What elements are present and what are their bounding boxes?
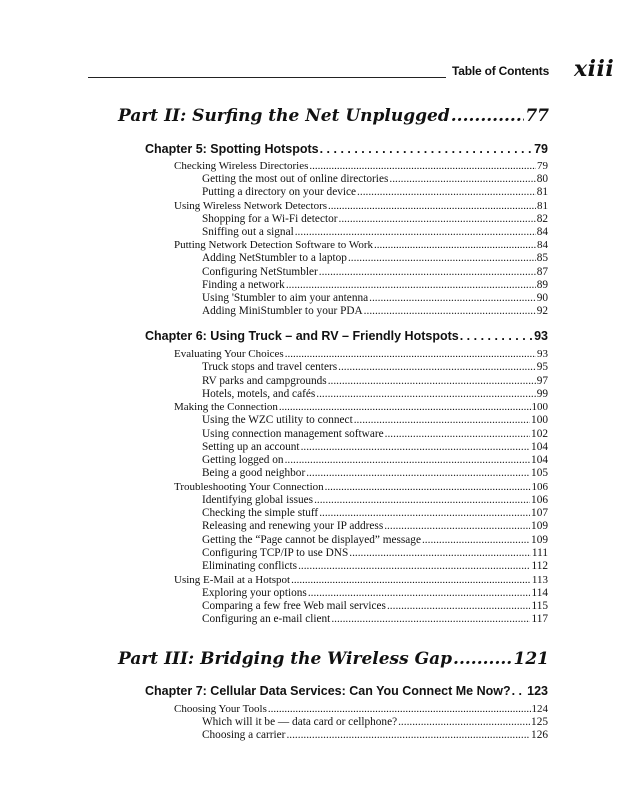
leader-dots (422, 534, 530, 546)
entry-title: Putting Network Detection Software to Work (174, 239, 374, 251)
entry-title: Comparing a few free Web mail services (202, 600, 386, 612)
toc-subentry (202, 292, 548, 304)
toc-subentry (202, 547, 548, 559)
leader-dots (369, 292, 536, 304)
leader-dots (328, 200, 536, 212)
entry-title: Getting the most out of online directories (202, 173, 389, 185)
entry-page: 111 (531, 547, 548, 559)
entry-page: 124 (531, 703, 548, 715)
entry-title: Choosing a carrier (202, 729, 286, 741)
part-title: Part III: Bridging the Wireless Gap (118, 649, 453, 669)
toc-subentry (202, 361, 548, 373)
entry-title: Configuring NetStumbler (202, 266, 318, 278)
entry-page: 104 (531, 441, 548, 453)
entry-title: Exploring your options (202, 587, 307, 599)
leader-dots (349, 547, 531, 559)
leader-dots (306, 467, 530, 479)
entry-page: 114 (531, 587, 548, 599)
entry-page: 105 (531, 467, 548, 479)
leader-dots (387, 600, 531, 612)
leader-dots (512, 684, 527, 698)
leader-dots (319, 507, 530, 519)
entry-title: Putting a directory on your device (202, 186, 357, 198)
entry-title: Using E-Mail at a Hotspot (174, 574, 291, 586)
toc-subentry (202, 520, 548, 532)
entry-title: Releasing and renewing your IP address (202, 520, 384, 532)
toc-subentry (202, 173, 548, 185)
toc-entry (174, 160, 548, 172)
leader-dots (285, 348, 536, 360)
entry-title: Adding NetStumbler to a laptop (202, 252, 347, 264)
part-page: 77 (525, 106, 549, 126)
leader-dots (301, 441, 530, 453)
header-rule (88, 77, 446, 78)
leader-dots (451, 106, 525, 126)
toc-subentry (202, 414, 548, 426)
leader-dots (398, 716, 530, 728)
toc-entry (174, 574, 548, 586)
leader-dots (385, 428, 530, 440)
entry-title: Setting up an account (202, 441, 300, 453)
entry-title: Checking the simple stuff (202, 507, 319, 519)
toc-subentry (202, 266, 548, 278)
toc-subentry (202, 441, 548, 453)
part-heading (118, 106, 549, 126)
entry-page: 115 (531, 600, 548, 612)
toc-subentry (202, 494, 548, 506)
entry-title: Using 'Stumbler to aim your antenna (202, 292, 369, 304)
entry-title: Evaluating Your Choices (174, 348, 284, 360)
chapter-title: Chapter 5: Spotting Hotspots (145, 142, 319, 156)
chapter-page: 93 (534, 329, 548, 343)
leader-dots (328, 375, 536, 387)
leader-dots (325, 481, 531, 493)
toc-subentry (202, 428, 548, 440)
entry-title: Checking Wireless Directories (174, 160, 309, 172)
entry-title: Configuring TCP/IP to use DNS (202, 547, 349, 559)
entry-title: Getting logged on (202, 454, 284, 466)
entry-title: Using Wireless Network Detectors (174, 200, 328, 212)
toc-subentry (202, 507, 548, 519)
entry-title: Configuring an e-mail client (202, 613, 331, 625)
entry-title: Making the Connection (174, 401, 278, 413)
toc-entry (174, 239, 548, 251)
entry-title: Using connection management software (202, 428, 384, 440)
toc-subentry (202, 252, 548, 264)
leader-dots (339, 213, 536, 225)
running-header-title: Table of Contents (452, 64, 550, 78)
entry-page: 95 (536, 361, 548, 373)
toc-entry (174, 200, 548, 212)
leader-dots (285, 454, 530, 466)
leader-dots (291, 574, 531, 586)
entry-page: 80 (536, 173, 548, 185)
page-number: xiii (574, 56, 615, 82)
leader-dots (295, 226, 536, 238)
leader-dots (364, 305, 536, 317)
entry-page: 109 (531, 534, 548, 546)
entry-page: 84 (537, 239, 548, 251)
toc-subentry (202, 613, 548, 625)
entry-page: 87 (536, 266, 548, 278)
entry-page: 102 (531, 428, 548, 440)
entry-page: 106 (531, 494, 548, 506)
toc-subentry (202, 729, 548, 741)
entry-page: 117 (531, 613, 548, 625)
entry-title: Using the WZC utility to connect (202, 414, 353, 426)
leader-dots (348, 252, 536, 264)
entry-page: 113 (531, 574, 548, 586)
entry-title: Being a good neighbor (202, 467, 306, 479)
entry-title: Choosing Your Tools (174, 703, 267, 715)
toc-subentry (202, 305, 548, 317)
part-title: Part II: Surfing the Net Unplugged (118, 106, 450, 126)
entry-title: Adding MiniStumbler to your PDA (202, 305, 363, 317)
entry-title: Eliminating conflicts (202, 560, 298, 572)
entry-page: 81 (537, 200, 548, 212)
entry-page: 125 (531, 716, 548, 728)
entry-title: Hotels, motels, and cafés (202, 388, 316, 400)
entry-title: Shopping for a Wi-Fi detector (202, 213, 338, 225)
entry-page: 84 (536, 226, 548, 238)
entry-page: 90 (536, 292, 548, 304)
entry-title: Sniffing out a signal (202, 226, 294, 238)
toc-entry (174, 401, 548, 413)
toc-subentry (202, 534, 548, 546)
chapter-page: 123 (527, 684, 548, 698)
part-heading (118, 649, 549, 669)
leader-dots (314, 494, 530, 506)
leader-dots (286, 279, 536, 291)
entry-title: Finding a network (202, 279, 285, 291)
entry-page: 100 (531, 401, 548, 413)
toc-subentry (202, 716, 548, 728)
leader-dots (308, 587, 531, 599)
entry-page: 92 (536, 305, 548, 317)
entry-page: 79 (537, 160, 548, 172)
toc-subentry (202, 600, 548, 612)
leader-dots (286, 729, 530, 741)
toc-entry (174, 348, 548, 360)
toc-subentry (202, 587, 548, 599)
leader-dots (357, 186, 536, 198)
leader-dots (320, 142, 533, 156)
chapter-heading (145, 142, 548, 156)
entry-page: 126 (531, 729, 548, 741)
entry-page: 107 (531, 507, 548, 519)
entry-title: Which will it be — data card or cellphone? (202, 716, 398, 728)
entry-page: 100 (531, 414, 548, 426)
leader-dots (279, 401, 531, 413)
leader-dots (460, 329, 533, 343)
entry-title: Truck stops and travel centers (202, 361, 338, 373)
entry-page: 99 (536, 388, 548, 400)
entry-title: Identifying global issues (202, 494, 314, 506)
leader-dots (338, 361, 536, 373)
toc-subentry (202, 560, 548, 572)
entry-page: 97 (536, 375, 548, 387)
chapter-title: Chapter 6: Using Truck – and RV – Friendly Hotspots (145, 329, 459, 343)
leader-dots (354, 414, 530, 426)
entry-title: RV parks and campgrounds (202, 375, 327, 387)
chapter-page: 79 (534, 142, 548, 156)
toc-subentry (202, 279, 548, 291)
entry-title: Troubleshooting Your Connection (174, 481, 324, 493)
toc-subentry (202, 375, 548, 387)
leader-dots (268, 703, 531, 715)
leader-dots (309, 160, 536, 172)
leader-dots (331, 613, 530, 625)
entry-page: 112 (531, 560, 548, 572)
entry-page: 82 (536, 213, 548, 225)
leader-dots (298, 560, 530, 572)
entry-title: Getting the “Page cannot be displayed” message (202, 534, 421, 546)
part-page: 121 (513, 649, 549, 669)
entry-page: 93 (537, 348, 548, 360)
entry-page: 106 (531, 481, 548, 493)
entry-page: 89 (536, 279, 548, 291)
entry-page: 104 (531, 454, 548, 466)
toc-entry (174, 481, 548, 493)
toc-entry (174, 703, 548, 715)
entry-page: 85 (536, 252, 548, 264)
entry-page: 81 (536, 186, 548, 198)
entry-page: 109 (531, 520, 548, 532)
chapter-heading (145, 684, 548, 698)
leader-dots (374, 239, 536, 251)
toc-subentry (202, 213, 548, 225)
toc-subentry (202, 388, 548, 400)
chapter-title: Chapter 7: Cellular Data Services: Can You Connect Me Now? (145, 684, 511, 698)
chapter-heading (145, 329, 548, 343)
leader-dots (453, 649, 512, 669)
leader-dots (384, 520, 530, 532)
leader-dots (316, 388, 535, 400)
toc-subentry (202, 454, 548, 466)
toc-subentry (202, 186, 548, 198)
leader-dots (389, 173, 535, 185)
toc-subentry (202, 226, 548, 238)
toc-subentry (202, 467, 548, 479)
leader-dots (319, 266, 536, 278)
